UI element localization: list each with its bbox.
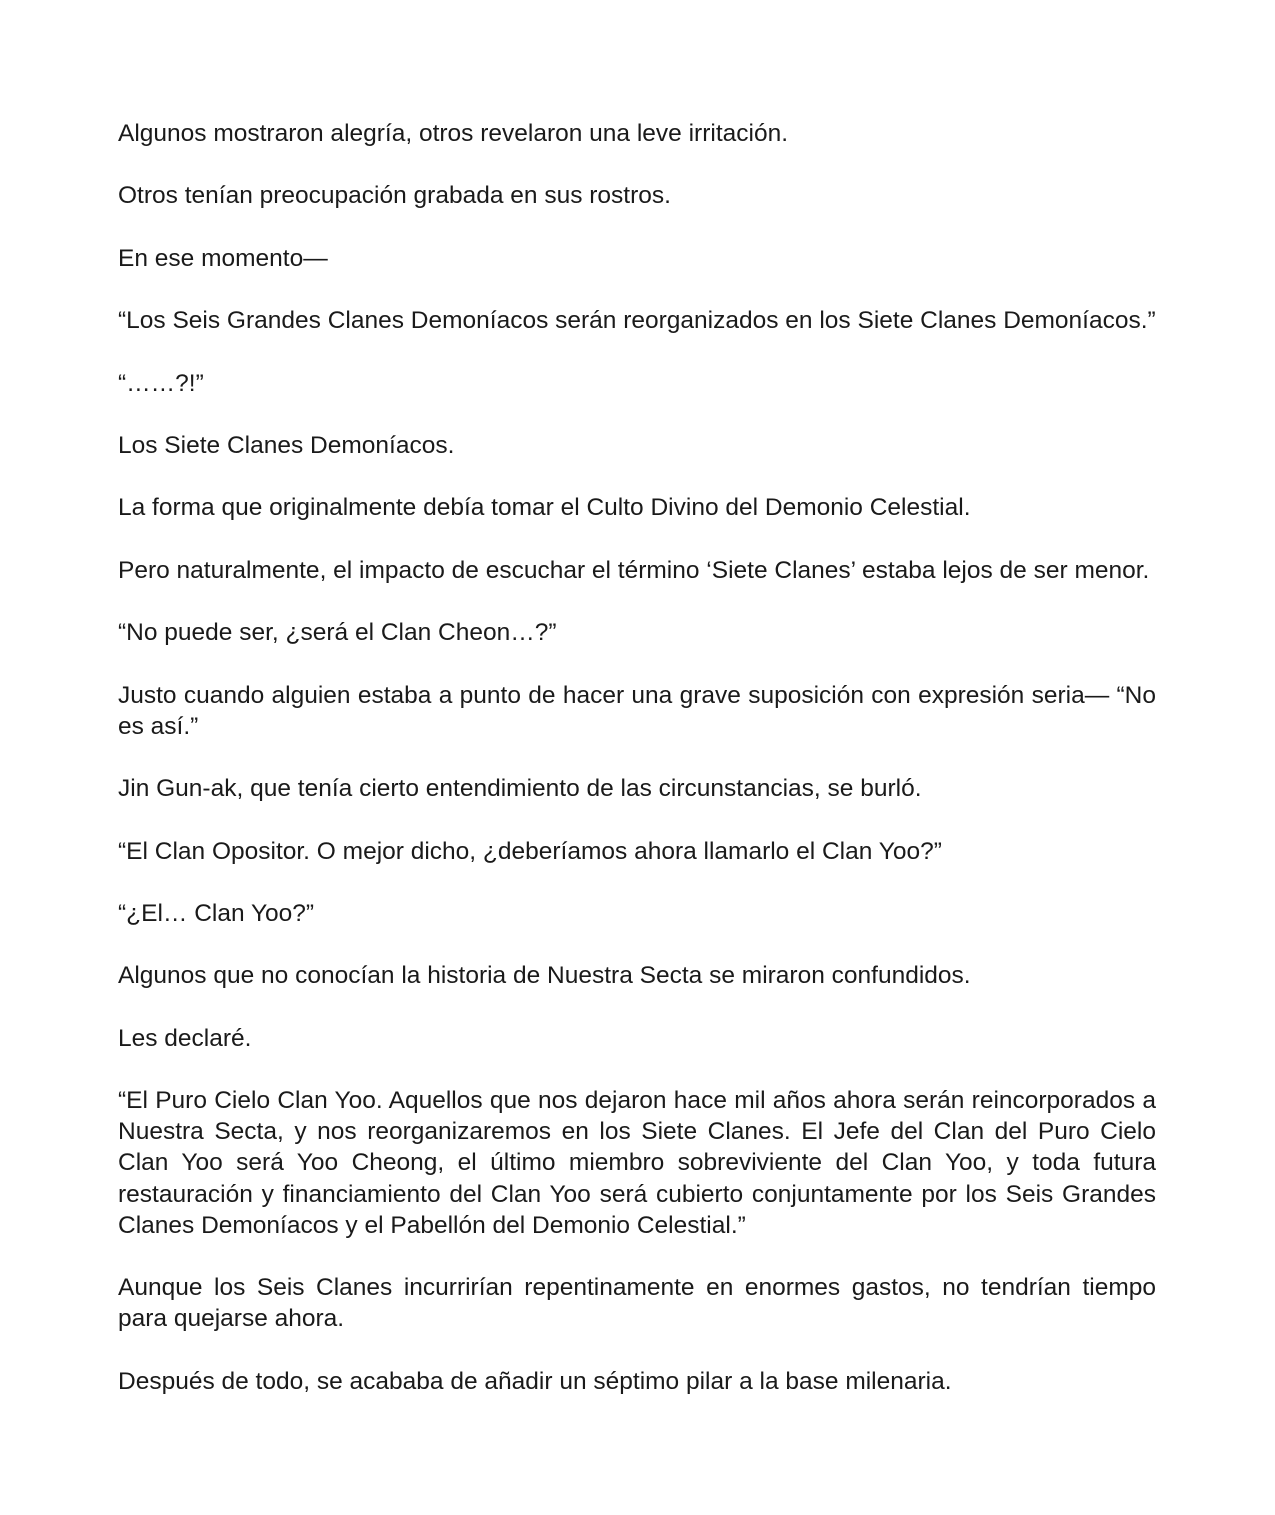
paragraph: Les declaré.: [118, 1024, 252, 1052]
paragraph: “¿El… Clan Yoo?”: [118, 899, 315, 927]
paragraph: Algunos que no conocían la historia de Nuestra Secta se miraron confundidos.: [118, 962, 971, 990]
paragraph: La forma que originalmente debía tomar el Culto Divino del Demonio Celestial.: [118, 494, 971, 522]
paragraph: Otros tenían preocupación grabada en sus rostros.: [118, 182, 671, 210]
paragraph: Después de todo, se acababa de añadir un séptimo pilar a la base milenaria.: [118, 1367, 952, 1395]
paragraph: Pero naturalmente, el impacto de escuchar el término ‘Siete Clanes’ estaba lejos de ser menor.: [118, 556, 1150, 584]
document-page: [118, 118, 1156, 1397]
paragraph: Los Siete Clanes Demoníacos.: [118, 431, 455, 459]
paragraph: “El Clan Opositor. O mejor dicho, ¿deberíamos ahora llamarlo el Clan Yoo?”: [118, 837, 942, 865]
paragraph: “El Puro Cielo Clan Yoo. Aquellos que nos dejaron hace mil años ahora serán reincorporados a Nuestra Secta, y nos reorganizaremos en los Siete Clanes. El Jefe del Clan del Puro Cielo Clan Yoo será Yoo Cheong, el último miembro sobreviviente del Clan Yoo, y toda futura restauración y financiamiento del Clan Yoo será cubierto conjuntamente por los Seis Grandes Clanes Demoníacos y el Pabellón del Demonio Celestial.”: [118, 1087, 1156, 1239]
paragraph: En ese momento—: [118, 244, 328, 272]
paragraph: Justo cuando alguien estaba a punto de hacer una grave suposición con expresión seria— “No es así.”: [118, 681, 1156, 740]
paragraph: Aunque los Seis Clanes incurrirían repentinamente en enormes gastos, no tendrían tiempo para quejarse ahora.: [118, 1274, 1156, 1333]
paragraph: “……?!”: [118, 369, 204, 397]
paragraph: Algunos mostraron alegría, otros revelaron una leve irritación.: [118, 120, 789, 147]
paragraph: “Los Seis Grandes Clanes Demoníacos serán reorganizados en los Siete Clanes Demoníacos.”: [118, 307, 1156, 335]
paragraph: Jin Gun-ak, que tenía cierto entendimiento de las circunstancias, se burló.: [118, 775, 922, 803]
paragraph: “No puede ser, ¿será el Clan Cheon…?”: [118, 619, 557, 647]
